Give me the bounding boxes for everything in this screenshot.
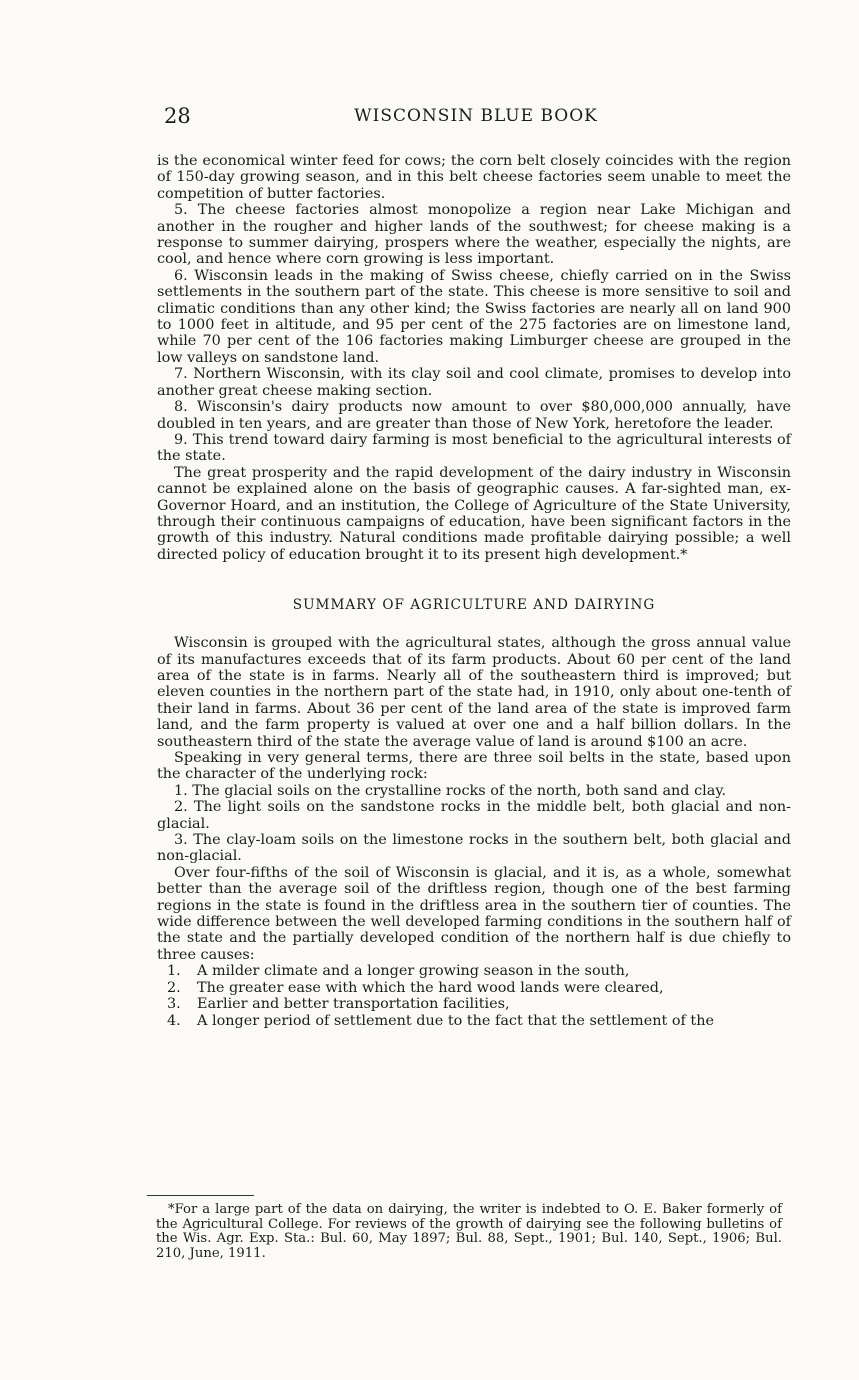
running-title: WISCONSIN BLUE BOOK [354, 106, 598, 126]
cause-number: 1. [167, 963, 181, 980]
paragraph: Over four-fifths of the soil of Wisconsin is glacial, and it is, as a whole, somewhat better than the average soil of the driftless region, though one of the best farming regions in the state is found in the driftless area in the southern tier of counties. The wide difference between the well developed farming conditions in the southern half of the state and the partially developed condition of the northern half is due chiefly to three causes: [157, 864, 791, 963]
section-spacer [157, 563, 791, 597]
paragraph: 7. Northern Wisconsin, with its clay soil and cool climate, promises to develop into another great cheese making section. [157, 366, 791, 399]
page-body [157, 153, 791, 1029]
cause-item [157, 980, 791, 996]
paragraph: 9. This trend toward dairy farming is most beneficial to the agricultural interests of the state. [157, 431, 791, 465]
cause-text: The greater ease with which the hard wood lands were cleared, [197, 979, 664, 996]
soil-belt-item: 2. The light soils on the sandstone rocks in the middle belt, both glacial and non-glacial. [157, 799, 791, 832]
section-heading: SUMMARY OF AGRICULTURE AND DAIRYING [292, 597, 656, 614]
page-header [160, 104, 792, 134]
footnote: *For a large part of the data on dairying, the writer is indebted to O. E. Baker formerly of the Agricultural College. For reviews of the growth of dairying see the following bulletins of the Wis. Agr. Exp. Sta.: Bul. 60, May 1897; Bul. 88, Sept., 1901; Bul. 140, Sept., 1906; Bul. 210, June, 1911. [156, 1202, 782, 1261]
cause-number: 3. [167, 996, 181, 1013]
paragraph: 8. Wisconsin's dairy products now amount to over $80,000,000 annually, have doubled in ten years, and are greater than those of New York, heretofore the leader. [157, 399, 791, 432]
cause-text: A milder climate and a longer growing season in the south, [197, 963, 630, 980]
paragraph: The great prosperity and the rapid development of the dairy industry in Wisconsin cannot be explained alone on the basis of geographic causes. A far-sighted man, ex-Governor Hoard, and an institution, the College of Agriculture of the State University, through their continuous campaigns of education, have been significant factors in the growth of this industry. Natural conditions made profitable dairying possible; a well directed policy of education brought it to its present high development.* [157, 464, 791, 563]
cause-item [157, 996, 791, 1012]
cause-number: 2. [167, 979, 181, 996]
paragraph: is the economical winter feed for cows; the corn belt closely coincides with the region of 150-day growing season, and in this belt cheese factories seem unable to meet the competition of butter factories. [157, 153, 791, 202]
soil-belt-item: 1. The glacial soils on the crystalline rocks of the north, both sand and clay. [174, 782, 727, 799]
paragraph: 5. The cheese factories almost monopolize a region near Lake Michigan and another in the rougher and higher lands of the southwest; for cheese making is a response to summer dairying, prospers where the weather, especially the nights, are cool, and hence where corn growing is less important. [157, 202, 791, 268]
paragraph: Speaking in very general terms, there are three soil belts in the state, based upon the character of the underlying rock: [157, 750, 791, 783]
cause-number: 4. [167, 1012, 181, 1029]
soil-belt-item: 3. The clay-loam soils on the limestone rocks in the southern belt, both glacial and non-glacial. [157, 832, 791, 865]
cause-item [157, 1013, 791, 1029]
cause-text: Earlier and better transportation facilities, [197, 996, 510, 1013]
cause-text: A longer period of settlement due to the fact that the settlement of the [197, 1012, 714, 1029]
cause-item [157, 963, 791, 979]
footnote-divider [147, 1195, 254, 1196]
page-number: 28 [164, 104, 191, 128]
paragraph: 6. Wisconsin leads in the making of Swiss cheese, chiefly carried on in the Swiss settlements in the southern part of the state. This cheese is more sensitive to soil and climatic conditions than any other kind; the Swiss factories are nearly all on land 900 to 1000 feet in altitude, and 95 per cent of the 275 factories are on limestone land, while 70 per cent of the 106 factories making Limburger cheese are grouped in the low valleys on sandstone land. [157, 267, 791, 366]
paragraph: Wisconsin is grouped with the agricultural states, although the gross annual value of its manufactures exceeds that of its farm products. About 60 per cent of the land area of the state is in farms. Nearly all of the southeastern third is improved; but eleven counties in the northern part of the state had, in 1910, only about one-tenth of their land in farms. About 36 per cent of the land area of the state is improved farm land, and the farm property is valued at over one and a half billion dollars. In the southeastern third of the state the average value of land is around $100 an acre. [157, 635, 791, 750]
